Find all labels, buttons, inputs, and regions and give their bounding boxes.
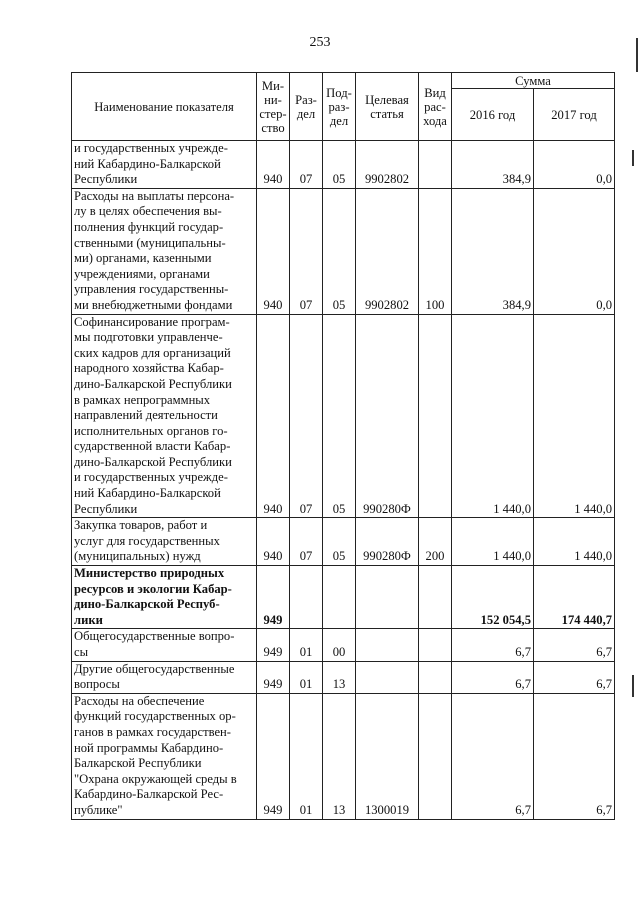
row-target [356, 566, 419, 629]
row-ministry: 940 [257, 518, 290, 566]
row-sum-2017: 6,7 [534, 629, 615, 661]
row-target: 9902802 [356, 188, 419, 314]
header-year-2016: 2016 год [452, 89, 534, 141]
row-expense-type [419, 629, 452, 661]
row-sum-2016: 384,9 [452, 141, 534, 189]
row-ministry: 949 [257, 629, 290, 661]
row-sum-2016: 6,7 [452, 661, 534, 693]
row-section: 07 [290, 314, 323, 518]
header-sum: Сумма [452, 73, 615, 89]
row-sum-2016: 1 440,0 [452, 518, 534, 566]
row-subsection: 05 [323, 188, 356, 314]
row-name: Министерство природных ресурсов и экологии Кабар- дино-Балкарской Респуб- лики [72, 566, 257, 629]
row-sum-2016: 6,7 [452, 693, 534, 819]
row-sum-2016: 6,7 [452, 629, 534, 661]
table-row [72, 661, 615, 693]
row-name: Другие общегосударственные вопросы [72, 661, 257, 693]
row-sum-2017: 6,7 [534, 661, 615, 693]
row-sum-2017: 1 440,0 [534, 518, 615, 566]
header-expense-type: Вид рас- хода [419, 73, 452, 141]
row-section [290, 566, 323, 629]
row-name: Расходы на обеспечение функций государственных ор- ганов в рамках государствен- ной программы Кабардино- Балкарской Республики "Охрана окружающей среды в Кабардино-Балкарской Рес- публике" [72, 693, 257, 819]
row-target: 1300019 [356, 693, 419, 819]
row-section: 07 [290, 141, 323, 189]
header-section: Раз- дел [290, 73, 323, 141]
table-row [72, 314, 615, 518]
row-subsection: 05 [323, 518, 356, 566]
table-row [72, 693, 615, 819]
header-target: Целевая статья [356, 73, 419, 141]
row-name: и государственных учрежде- ний Кабардино-Балкарской Республики [72, 141, 257, 189]
row-target: 990280Ф [356, 518, 419, 566]
header-year-2017: 2017 год [534, 89, 615, 141]
row-target: 990280Ф [356, 314, 419, 518]
table-row [72, 188, 615, 314]
row-expense-type [419, 314, 452, 518]
table-row [72, 566, 615, 629]
row-ministry: 940 [257, 314, 290, 518]
row-subsection: 13 [323, 693, 356, 819]
row-subsection: 13 [323, 661, 356, 693]
row-ministry: 940 [257, 188, 290, 314]
row-sum-2017: 0,0 [534, 188, 615, 314]
row-ministry: 949 [257, 566, 290, 629]
row-section: 01 [290, 661, 323, 693]
row-subsection: 00 [323, 629, 356, 661]
row-section: 01 [290, 629, 323, 661]
row-section: 01 [290, 693, 323, 819]
row-subsection: 05 [323, 314, 356, 518]
row-sum-2016: 1 440,0 [452, 314, 534, 518]
row-sum-2017: 0,0 [534, 141, 615, 189]
row-name: Общегосударственные вопро- сы [72, 629, 257, 661]
row-expense-type [419, 566, 452, 629]
row-section: 07 [290, 518, 323, 566]
table-row [72, 518, 615, 566]
row-sum-2017: 174 440,7 [534, 566, 615, 629]
row-target [356, 661, 419, 693]
scan-edge-mark [636, 38, 638, 72]
header-subsection: Под- раз- дел [323, 73, 356, 141]
row-ministry: 949 [257, 693, 290, 819]
row-name: Расходы на выплаты персона- лу в целях обеспечения вы- полнения функций государ- ственными (муниципальны- ми) органами, казенными учреждениями, органами управления государственны- ми внебюджетными фондами [72, 188, 257, 314]
row-sum-2017: 6,7 [534, 693, 615, 819]
page-number: 253 [309, 35, 331, 50]
row-sum-2016: 384,9 [452, 188, 534, 314]
row-section: 07 [290, 188, 323, 314]
header-name: Наименование показателя [72, 73, 257, 141]
row-sum-2016: 152 054,5 [452, 566, 534, 629]
table-row [72, 629, 615, 661]
budget-table [71, 72, 615, 820]
row-target: 9902802 [356, 141, 419, 189]
row-expense-type [419, 661, 452, 693]
header-ministry: Ми- ни- стер- ство [257, 73, 290, 141]
row-target [356, 629, 419, 661]
row-name: Закупка товаров, работ и услуг для государственных (муниципальных) нужд [72, 518, 257, 566]
row-name: Софинансирование програм- мы подготовки управленче- ских кадров для организаций народного хозяйства Кабар- дино-Балкарской Республики в рамках непрограммных направлений деятельности исполнительных органов го- сударственной власти Кабар- дино-Балкарской Республики и государственных учрежде- ний Кабардино-Балкарской Республики [72, 314, 257, 518]
row-subsection: 05 [323, 141, 356, 189]
row-expense-type: 100 [419, 188, 452, 314]
row-sum-2017: 1 440,0 [534, 314, 615, 518]
scan-edge-mark [632, 675, 634, 697]
row-expense-type [419, 693, 452, 819]
row-expense-type [419, 141, 452, 189]
row-subsection [323, 566, 356, 629]
row-expense-type: 200 [419, 518, 452, 566]
table-row [72, 141, 615, 189]
row-ministry: 949 [257, 661, 290, 693]
row-ministry: 940 [257, 141, 290, 189]
scan-edge-mark [632, 150, 634, 166]
